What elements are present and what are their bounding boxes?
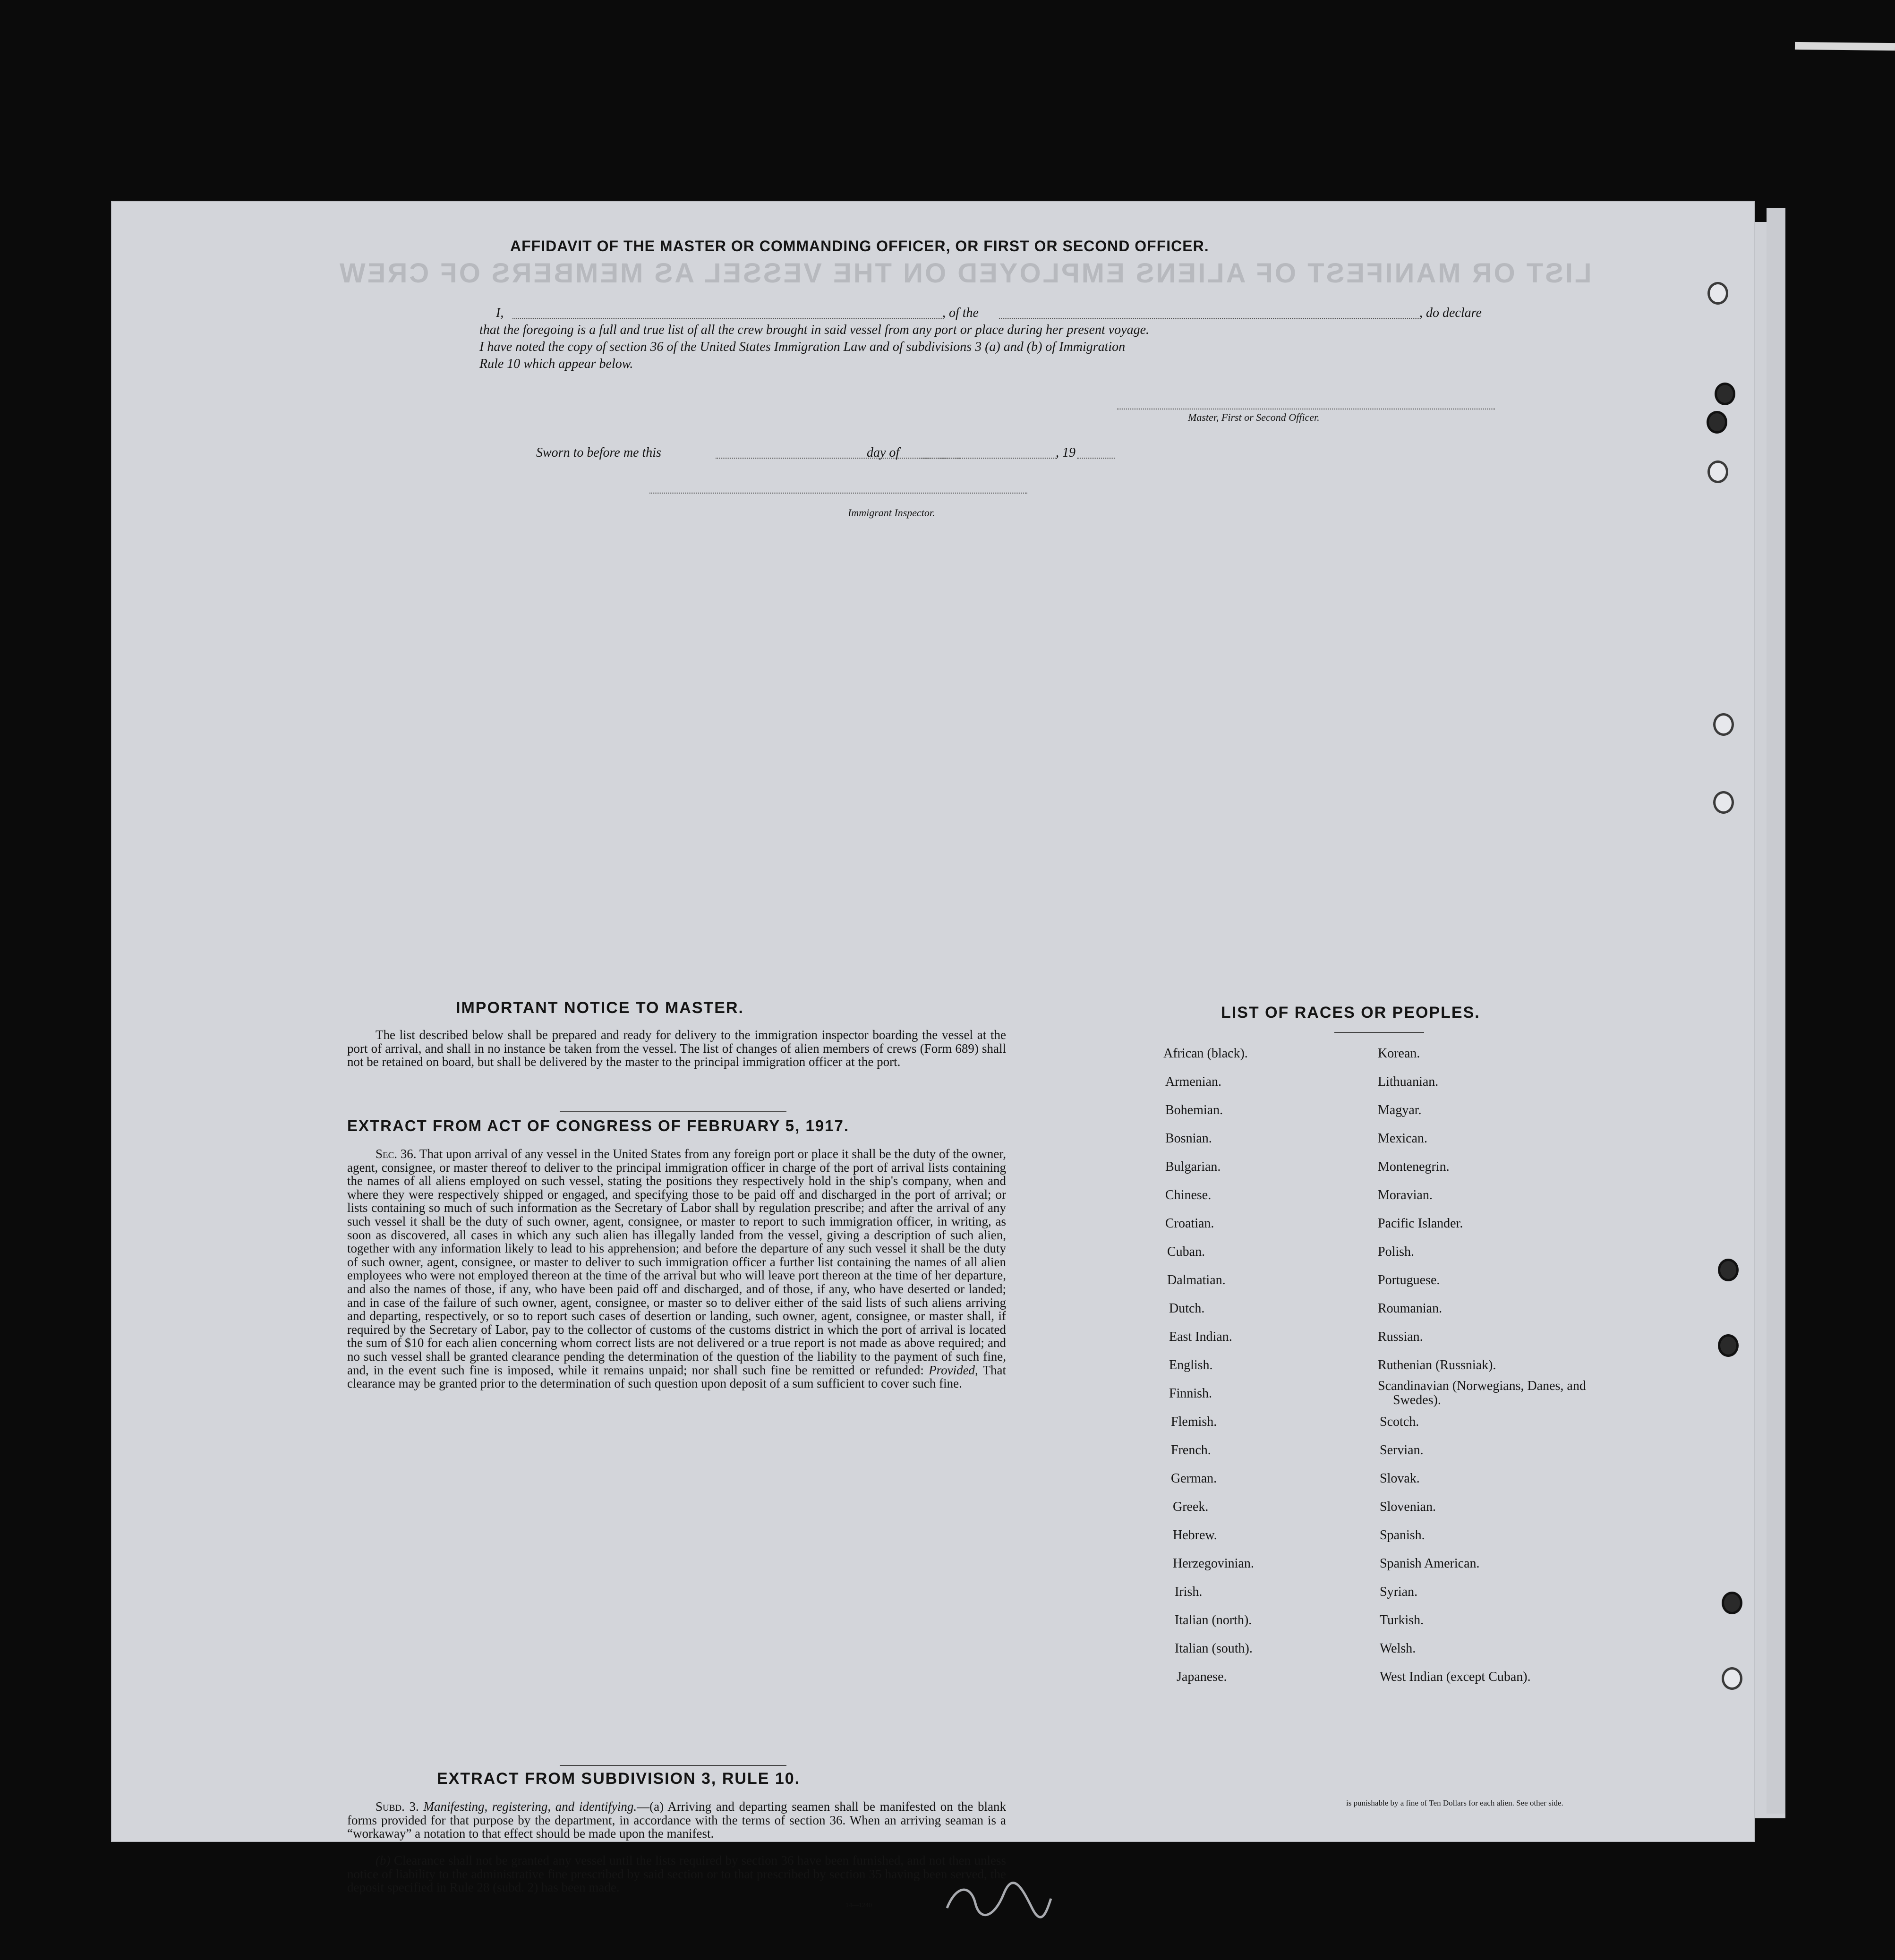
race-right: Korean.: [1378, 1046, 1420, 1061]
races-title: LIST OF RACES OR PEOPLES.: [1221, 1004, 1480, 1022]
para-a-text: —(a) Arriving and departing seamen shall be manifested on the blank forms provided for that purpose by the department, in accordance with the terms of section 36. When an arriving seaman is a “workaway” a notation to that effect should be made upon the manifest.: [347, 1799, 1006, 1841]
race-left: Chinese.: [1165, 1188, 1212, 1202]
race-right: Russian.: [1378, 1329, 1423, 1344]
bleed-through-heading: LIST OR MANIFEST OF ALIENS EMPLOYED ON THE VESSEL AS MEMBERS OF CREW: [338, 258, 1592, 289]
race-right: Slovenian.: [1380, 1500, 1436, 1514]
vessel-blank: [999, 318, 1419, 319]
punch-hole: [1707, 282, 1728, 305]
affidavit-line2: that the foregoing is a full and true list of all the crew brought in said vessel from any port or place during her present voyage.: [479, 323, 1150, 337]
scan-edge-strip: [1795, 42, 1895, 51]
footer-note: is punishable by a fine of Ten Dollars for each alien. See other side.: [1346, 1798, 1563, 1807]
race-left: Greek.: [1173, 1500, 1209, 1514]
race-left: Bulgarian.: [1165, 1159, 1221, 1174]
race-right: Slovak.: [1380, 1471, 1420, 1486]
race-right: Lithuanian.: [1378, 1074, 1439, 1089]
race-right: Scandinavian (Norwegians, Danes, and Swedes).: [1378, 1379, 1586, 1407]
race-left: Herzegovinian.: [1173, 1556, 1254, 1571]
para-b-text: Clearance shall not be granted any vessel until the lists required by section 36 have been furnished, and not then unless notice of liability to the administrative fine prescribed by said section or to that prescribed by section 35 having been served, the deposit specified in Rule 28 (subd. 2) has been made.: [347, 1853, 1006, 1895]
punch-hole: [1713, 791, 1734, 814]
race-left: Japanese.: [1177, 1670, 1227, 1684]
extract-act-title: EXTRACT FROM ACT OF CONGRESS OF FEBRUARY 5, 1917.: [347, 1117, 850, 1134]
race-right: Syrian.: [1380, 1585, 1418, 1599]
race-right: Moravian.: [1378, 1188, 1433, 1202]
race-right: Magyar.: [1378, 1103, 1422, 1117]
notice-body: The list described below shall be prepared and ready for delivery to the immigration inspector boarding the vessel at the port of arrival, and shall in no instance be taken from the vessel. The list of changes of alien members of crews (Form 689) shall not be retained on board, but shall be delivered by the master to the principal immigration officer at the port.: [347, 1028, 1006, 1069]
punch-hole: [1722, 1667, 1742, 1690]
race-left: German.: [1171, 1471, 1217, 1486]
extract-act-body: [347, 1147, 1006, 1390]
document-page: [111, 201, 1755, 1909]
race-right: West Indian (except Cuban).: [1380, 1670, 1531, 1684]
punch-hole: [1713, 713, 1734, 736]
affidavit-line1-i: I,: [496, 306, 504, 320]
race-left: Dalmatian.: [1167, 1273, 1226, 1287]
sec-label: Sec. 36.: [376, 1147, 417, 1161]
punch-hole: [1715, 383, 1735, 405]
race-left: Italian (south).: [1175, 1641, 1253, 1656]
race-left: English.: [1169, 1358, 1213, 1372]
affidavit-line3: I have noted the copy of section 36 of the United States Immigration Law and of subdivisions 3 (a) and (b) of Immigration: [479, 340, 1126, 354]
extract-rule-para-a: [347, 1800, 1006, 1841]
extract-rule-title: EXTRACT FROM SUBDIVISION 3, RULE 10.: [437, 1770, 801, 1788]
affidavit-line4: Rule 10 which appear below.: [479, 357, 633, 371]
race-left: Bosnian.: [1165, 1131, 1212, 1146]
section-rule: [560, 1111, 786, 1112]
race-left: Italian (north).: [1175, 1613, 1252, 1628]
race-right: Servian.: [1380, 1443, 1424, 1457]
punch-hole: [1707, 460, 1728, 483]
race-right: Polish.: [1378, 1244, 1415, 1259]
section-rule: [1334, 1032, 1424, 1033]
subd-heading: Manifesting, registering, and identifying.: [423, 1799, 637, 1814]
race-right: Spanish.: [1380, 1528, 1425, 1542]
inspector-caption: Immigrant Inspector.: [848, 507, 935, 519]
punch-hole: [1707, 411, 1727, 434]
form-number: 14—1240: [845, 1902, 872, 1909]
proviso-text: That clearance may be granted prior to the determination of such question upon deposit of a sum sufficient to cover such fine.: [347, 1363, 1007, 1391]
race-left: Finnish.: [1169, 1386, 1212, 1401]
name-blank: [512, 318, 942, 319]
race-right: Turkish.: [1380, 1613, 1424, 1628]
extract-rule-para-b: [347, 1854, 1006, 1894]
sworn-month-blank: [919, 458, 1056, 459]
race-left: Bohemian.: [1165, 1103, 1223, 1117]
race-right: Portuguese.: [1378, 1273, 1440, 1287]
subd-label: Subd. 3.: [376, 1799, 419, 1814]
punch-hole: [1722, 1592, 1742, 1614]
race-right: Scotch.: [1380, 1415, 1419, 1429]
race-left: Dutch.: [1169, 1301, 1205, 1316]
race-left: Hebrew.: [1173, 1528, 1217, 1542]
sec-text: That upon arrival of any vessel in the United States from any foreign port or place it shall be the duty of the owner, agent, consignee, or master thereof to deliver to the principal immigration officer in charge of the port of arrival lists containing the names of all aliens employed on such vessel, stating the positions they respectively hold in the ship's company, when and where they were respectively shipped or engaged, and specifying those to be paid off and discharged in the port of arrival; or lists containing so much of such information as the Secretary of Labor shall by regulation prescribe; and after the arrival of any such vessel it shall be the duty of such owner, agent, consignee, or master to report to such immigration officer, in writing, as soon as discovered, all cases in which any such alien has illegally landed from the vessel, giving a description of such alien, together with any information likely to lead to his apprehension; and before the departure of any such vessel it shall be the duty of such owner, agent, consignee, or master to deliver to such immigration officer a further list containing the names of all alien employees who were not employed thereon at the time of the arrival but who will leave port thereon at the time of her departure, and also the names of those, if any, who have been paid off and discharged, and of those, if any, who have deserted or landed; and in case of the failure of such owner, agent, consignee, or master so to deliver either of the said lists of such aliens arriving and departing, respectively, or so to report such cases of desertion or landing, such owner, agent, consignee, or master shall, if required by the Secretary of Labor, pay to the collector of customs of the customs district in which the port of arrival is located the sum of $10 for each alien concerning whom correct lists are not delivered or a true report is not made as above required; and no such vessel shall be granted clearance pending the determination of the question of the liability to the payment of such fine, and, in the event such fine is imposed, while it remains unpaid; nor shall such fine be remitted or refunded:: [347, 1147, 1007, 1377]
race-left: Cuban.: [1167, 1244, 1205, 1259]
race-right: Ruthenian (Russniak).: [1378, 1358, 1496, 1372]
race-right: Welsh.: [1380, 1641, 1416, 1656]
punch-hole: [1718, 1259, 1739, 1281]
race-left: African (black).: [1163, 1046, 1248, 1061]
notice-title: IMPORTANT NOTICE TO MASTER.: [456, 999, 744, 1017]
affidavit-of-the: , of the: [942, 306, 979, 320]
race-right: Roumanian.: [1378, 1301, 1443, 1316]
section-rule: [560, 1765, 786, 1766]
affidavit-title: AFFIDAVIT OF THE MASTER OR COMMANDING OFFICER, OR FIRST OR SECOND OFFICER.: [510, 238, 1209, 255]
race-left: Armenian.: [1165, 1074, 1221, 1089]
sworn-year-blank: [1077, 458, 1115, 459]
para-b-label: (b): [376, 1853, 391, 1867]
punch-hole: [1718, 1334, 1739, 1357]
inspector-signature-blank: [649, 493, 1027, 494]
sworn-prefix: Sworn to before me this: [536, 445, 661, 460]
sworn-year: , 19: [1056, 445, 1076, 460]
proviso-word: Provided,: [929, 1363, 978, 1377]
affidavit-do-declare: , do declare: [1419, 306, 1482, 320]
race-left: French.: [1171, 1443, 1211, 1457]
handwritten-mark: [942, 1880, 1056, 1922]
race-right: Spanish American.: [1380, 1556, 1480, 1571]
race-right: Montenegrin.: [1378, 1159, 1450, 1174]
race-left: East Indian.: [1169, 1329, 1232, 1344]
race-left: Croatian.: [1165, 1216, 1214, 1231]
race-left: Flemish.: [1171, 1415, 1217, 1429]
race-right: Pacific Islander.: [1378, 1216, 1463, 1231]
underlying-sheet-edge: [1767, 208, 1785, 1814]
sworn-day-of: day of: [867, 445, 900, 460]
master-caption: Master, First or Second Officer.: [1188, 411, 1320, 423]
race-right: Mexican.: [1378, 1131, 1427, 1146]
race-left: Irish.: [1175, 1585, 1203, 1599]
